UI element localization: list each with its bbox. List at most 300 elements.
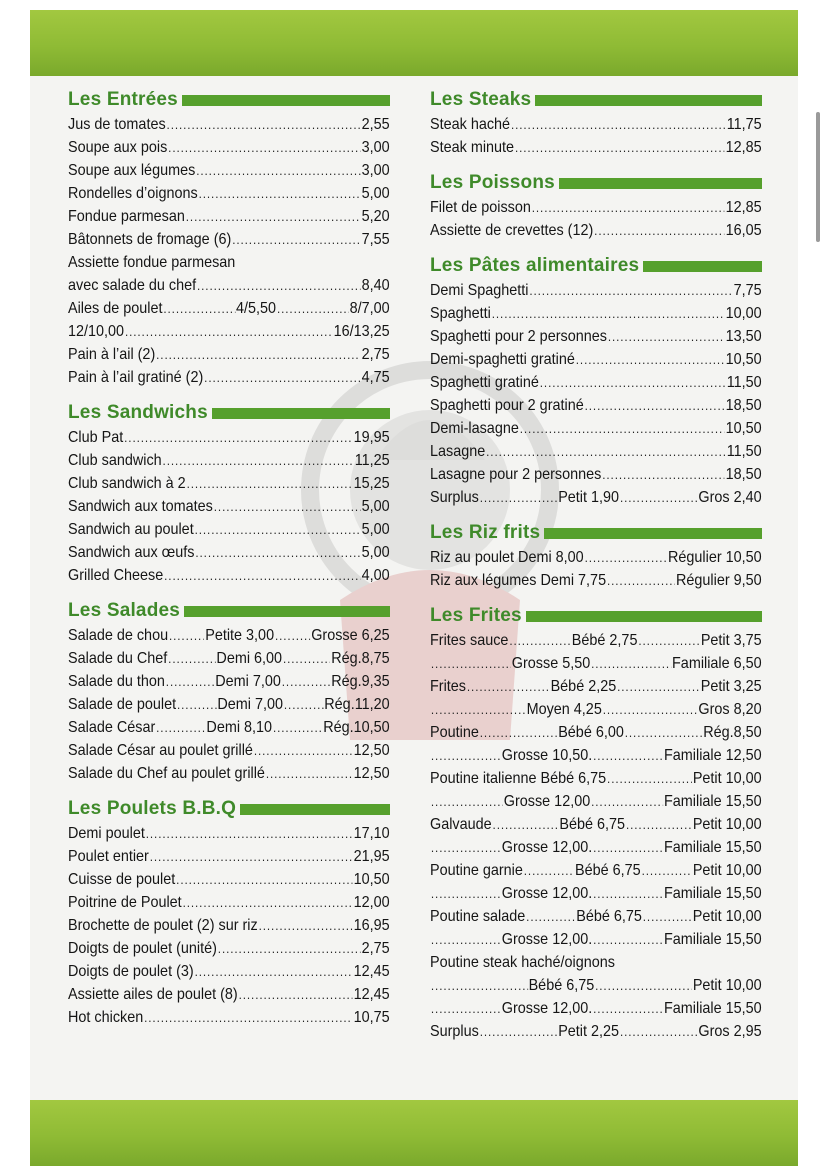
dot-leader (199, 182, 361, 205)
menu-item-name: Spaghetti pour 2 personnes (430, 328, 607, 345)
menu-section (68, 599, 390, 785)
dot-leader (431, 652, 511, 675)
menu-item (68, 845, 390, 868)
menu-item-price: Petit 3,25 (700, 678, 762, 695)
section-title (68, 401, 390, 425)
menu-item-price: 8/7,00 (349, 300, 390, 317)
menu-item-name: Club Pat (68, 429, 124, 446)
menu-item (430, 348, 762, 371)
menu-item-price: Petit 10,00 (692, 770, 762, 787)
menu-item-name: Salade César au poulet grillé (68, 742, 253, 759)
dot-leader (515, 136, 725, 159)
menu-item-name: Riz aux légumes Demi 7,75 (430, 572, 607, 589)
menu-item (68, 518, 390, 541)
menu-item (430, 629, 762, 652)
menu-item-option: 4/5,50 (236, 300, 277, 317)
menu-item-price: Familiale 15,50 (664, 793, 762, 810)
section-title-text: Les Salades (68, 600, 181, 621)
menu-item-option: Bébé 6,00 (558, 724, 624, 741)
menu-item (68, 541, 390, 564)
menu-page (30, 10, 798, 1166)
dot-leader (195, 541, 360, 564)
dot-leader (431, 698, 526, 721)
menu-item-price: 5,00 (361, 498, 390, 515)
menu-item-name: Salade de chou (68, 627, 169, 644)
left-column (68, 88, 390, 1041)
menu-item (68, 624, 390, 647)
menu-item-name: Salade du thon (68, 673, 165, 690)
menu-item-price: 16,95 (353, 917, 390, 934)
menu-item (68, 983, 390, 1006)
menu-item-name: Sandwich aux œufs (68, 544, 195, 561)
dot-leader (593, 744, 663, 767)
section-title-bar (240, 804, 390, 815)
menu-item-price: 4,75 (361, 369, 390, 386)
dot-leader (608, 325, 725, 348)
menu-item-name: Assiette ailes de poulet (8) (68, 986, 238, 1003)
menu-item-price: 15,25 (353, 475, 390, 492)
menu-item-option: Bébé 6,75 (559, 816, 626, 833)
menu-item-price: 12,50 (353, 765, 390, 782)
menu-item-name: Riz au poulet Demi 8,00 (430, 549, 584, 566)
menu-item-option: Grosse 12,00. (501, 885, 593, 902)
dot-leader (431, 882, 501, 905)
menu-item-price: Petit 10,00 (692, 816, 762, 833)
menu-item-price: 12,00 (353, 894, 390, 911)
menu-item (68, 762, 390, 785)
menu-item-option: Bébé 2,75 (571, 632, 638, 649)
dot-leader (526, 905, 575, 928)
menu-item-price: 10,50 (725, 351, 762, 368)
menu-item-price: 19,95 (353, 429, 390, 446)
menu-item-option: Bébé 6,75 (576, 908, 642, 925)
menu-item (68, 670, 390, 693)
menu-item-price: 3,00 (361, 139, 390, 156)
menu-item-option: Bébé 2,25 (550, 678, 617, 695)
dot-leader (183, 891, 353, 914)
dot-leader (163, 449, 354, 472)
menu-item-name: Demi-spaghetti gratiné (430, 351, 575, 368)
menu-item-price: 5,00 (361, 185, 390, 202)
dot-leader (259, 914, 353, 937)
dot-leader (493, 813, 559, 836)
menu-item-price: Familiale 6,50 (672, 655, 762, 672)
section-title (430, 604, 762, 628)
section-title (430, 88, 762, 112)
menu-item (68, 182, 390, 205)
bottom-green-band (30, 1100, 798, 1166)
menu-item-price: Familiale 15,50 (664, 839, 762, 856)
section-title-text: Les Poissons (430, 172, 555, 193)
dot-leader (602, 463, 724, 486)
dot-leader (431, 974, 528, 997)
menu-item-option: Grosse 12,00. (501, 931, 593, 948)
menu-item (68, 822, 390, 845)
menu-item-name: Doigts de poulet (unité) (68, 940, 217, 957)
dot-leader (607, 767, 692, 790)
menu-item-price: 2,55 (361, 116, 390, 133)
menu-item-price: Rég.9,35 (331, 673, 390, 690)
dot-leader (591, 652, 671, 675)
menu-item-price: 5,20 (361, 208, 390, 225)
menu-item (68, 564, 390, 587)
menu-item-price: Familiale 12,50 (664, 747, 762, 764)
dot-leader (509, 629, 571, 652)
menu-item-name: Pain à l’ail gratiné (2) (68, 369, 204, 386)
menu-item-price: 3,00 (361, 162, 390, 179)
menu-item-name: avec salade du chef (68, 277, 197, 294)
menu-item-name: Rondelles d’oignons (68, 185, 198, 202)
dot-leader (166, 670, 215, 693)
menu-item-name: Sandwich au poulet (68, 521, 194, 538)
menu-item-option: Grosse 10,50. (501, 747, 593, 764)
menu-item-name: Salade du Chef au poulet grillé (68, 765, 265, 782)
menu-item-text: Poutine steak haché/oignons (430, 954, 615, 971)
dot-leader (176, 868, 353, 891)
dot-leader (187, 472, 353, 495)
dot-leader (511, 113, 726, 136)
dot-leader (218, 937, 361, 960)
dot-leader (163, 297, 235, 320)
menu-item (68, 739, 390, 762)
menu-item-name: Fondue parmesan (68, 208, 185, 225)
menu-item-name: Bâtonnets de fromage (6) (68, 231, 232, 248)
menu-item (430, 196, 762, 219)
dot-leader (125, 320, 333, 343)
menu-item-name: Galvaude (430, 816, 492, 833)
menu-item (430, 767, 762, 790)
menu-item (430, 136, 762, 159)
menu-item-option: Grosse 12,00. (501, 1000, 593, 1017)
dot-leader (146, 822, 353, 845)
menu-item-price: 5,00 (361, 521, 390, 538)
menu-item (68, 343, 390, 366)
dot-leader (273, 716, 322, 739)
menu-item-price: 13,50 (725, 328, 762, 345)
section-title-bar (182, 95, 390, 106)
menu-item-price: 17,10 (353, 825, 390, 842)
menu-item-price: Petit 10,00 (692, 862, 762, 879)
menu-item-name: Hot chicken (68, 1009, 144, 1026)
menu-item-name: Club sandwich à 2 (68, 475, 186, 492)
menu-item (68, 472, 390, 495)
menu-item (68, 297, 390, 320)
dot-leader (480, 1020, 558, 1043)
menu-item-option: Grosse 12,00 (503, 793, 591, 810)
section-title-bar (184, 606, 390, 617)
menu-item (68, 366, 390, 389)
menu-item-price: Rég.8,75 (331, 650, 390, 667)
menu-item-option: Demi 7,00 (215, 673, 281, 690)
menu-item (430, 394, 762, 417)
menu-section (430, 604, 762, 1043)
menu-item (430, 113, 762, 136)
dot-leader (480, 486, 558, 509)
menu-item-price: Petit 3,75 (700, 632, 762, 649)
menu-item-price: 16,05 (725, 222, 762, 239)
dot-leader (540, 371, 726, 394)
menu-item (430, 569, 762, 592)
menu-section (68, 401, 390, 587)
menu-item (68, 891, 390, 914)
dot-leader (642, 859, 692, 882)
menu-item-price: 10,50 (725, 420, 762, 437)
menu-item-price: Petit 10,00 (692, 908, 762, 925)
dot-leader (431, 928, 501, 951)
menu-item-name: Grilled Cheese (68, 567, 164, 584)
section-title-text: Les Pâtes alimentaires (430, 255, 640, 276)
menu-item (68, 113, 390, 136)
dot-leader (607, 569, 675, 592)
dot-leader (275, 624, 310, 647)
section-title (430, 254, 762, 278)
menu-item (430, 744, 762, 767)
dot-leader (585, 546, 668, 569)
menu-item-price: 12,50 (353, 742, 390, 759)
menu-item (68, 914, 390, 937)
dot-leader (492, 302, 725, 325)
dot-leader (169, 624, 204, 647)
menu-item-name: Poutine salade (430, 908, 526, 925)
menu-item-name: Salade du Chef (68, 650, 168, 667)
menu-item-name: Filet de poisson (430, 199, 531, 216)
menu-item (430, 813, 762, 836)
menu-item-option: Bébé 6,75 (575, 862, 641, 879)
scrollbar-thumb[interactable] (816, 112, 820, 242)
menu-item (430, 1020, 762, 1043)
menu-item (68, 716, 390, 739)
menu-item (430, 951, 762, 974)
section-title-bar (212, 408, 390, 419)
menu-item-text: Assiette fondue parmesan (68, 254, 236, 271)
menu-item (68, 205, 390, 228)
dot-leader (195, 518, 361, 541)
dot-leader (431, 997, 501, 1020)
dot-leader (168, 136, 361, 159)
menu-item-price: Familiale 15,50 (664, 885, 762, 902)
menu-item-price: 8,40 (361, 277, 390, 294)
section-title-text: Les Riz frits (430, 522, 541, 543)
menu-item-name: Salade César (68, 719, 156, 736)
dot-leader (284, 693, 323, 716)
dot-leader (620, 1020, 698, 1043)
dot-leader (625, 721, 703, 744)
menu-item (68, 960, 390, 983)
menu-item-price: 11,75 (726, 116, 762, 133)
section-title-bar (535, 95, 762, 106)
dot-leader (156, 343, 361, 366)
menu-item-option: Demi 7,00 (217, 696, 284, 713)
dot-leader (617, 675, 700, 698)
menu-item-price: Gros 8,20 (698, 701, 762, 718)
menu-item-name: Surplus (430, 1023, 479, 1040)
dot-leader (164, 564, 361, 587)
menu-item-option: Grosse 12,00. (501, 839, 593, 856)
dot-leader (431, 744, 501, 767)
menu-section (68, 88, 390, 389)
section-title-bar (559, 178, 762, 189)
menu-item (430, 698, 762, 721)
menu-item-name: Sandwich aux tomates (68, 498, 213, 515)
dot-leader (576, 348, 725, 371)
dot-leader (593, 997, 663, 1020)
menu-item-price: 4,00 (361, 567, 390, 584)
menu-section (68, 797, 390, 1029)
section-title-bar (544, 528, 762, 539)
menu-item-name: Steak haché (430, 116, 511, 133)
dot-leader (431, 836, 501, 859)
menu-item-name: Poutine garnie (430, 862, 523, 879)
menu-item (68, 228, 390, 251)
dot-leader (254, 739, 353, 762)
menu-item-price: Grosse 6,25 (311, 627, 390, 644)
menu-item-name: 12/10,00 (68, 323, 125, 340)
menu-item-option: Demi 8,10 (206, 719, 273, 736)
section-title (430, 521, 762, 545)
menu-item-option: Bébé 6,75 (528, 977, 595, 994)
dot-leader (480, 721, 558, 744)
menu-item-price: 5,00 (361, 544, 390, 561)
menu-item-price: Petit 10,00 (692, 977, 762, 994)
section-title-bar (526, 611, 762, 622)
dot-leader (232, 228, 361, 251)
menu-item (430, 859, 762, 882)
menu-item (430, 302, 762, 325)
menu-item (430, 836, 762, 859)
menu-item-price: 16/13,25 (333, 323, 390, 340)
dot-leader (214, 495, 361, 518)
menu-item (430, 882, 762, 905)
menu-item (430, 486, 762, 509)
menu-item-price: Régulier 10,50 (667, 549, 762, 566)
dot-leader (585, 394, 725, 417)
menu-item-price: Rég.10,50 (323, 719, 390, 736)
menu-item-option: Petite 3,00 (205, 627, 275, 644)
menu-item-name: Jus de tomates (68, 116, 166, 133)
menu-item-price: 21,95 (353, 848, 390, 865)
dot-leader (431, 790, 503, 813)
menu-item-name: Doigts de poulet (3) (68, 963, 194, 980)
dot-leader (593, 836, 663, 859)
menu-section (430, 88, 762, 159)
menu-item (430, 463, 762, 486)
menu-item-name: Poulet entier (68, 848, 149, 865)
menu-item-name: Lasagne (430, 443, 486, 460)
menu-item-price: Rég.8,50 (703, 724, 762, 741)
dot-leader (277, 297, 349, 320)
menu-item-price: 11,50 (726, 443, 762, 460)
menu-item-price: 12,85 (725, 199, 762, 216)
menu-item-price: 7,55 (361, 231, 390, 248)
menu-item-name: Poutine (430, 724, 479, 741)
menu-item-price: 11,25 (354, 452, 390, 469)
menu-item (68, 426, 390, 449)
top-green-band (30, 10, 798, 76)
section-title (68, 88, 390, 112)
dot-leader (204, 366, 361, 389)
menu-item-price: Gros 2,40 (698, 489, 762, 506)
menu-item-name: Steak minute (430, 139, 515, 156)
menu-item-price: 10,00 (725, 305, 762, 322)
dot-leader (167, 113, 361, 136)
dot-leader (467, 675, 550, 698)
dot-leader (529, 279, 732, 302)
menu-item-name: Poitrine de Poulet (68, 894, 182, 911)
menu-item (430, 417, 762, 440)
section-title-bar (643, 261, 762, 272)
menu-item (68, 868, 390, 891)
menu-item (68, 693, 390, 716)
menu-item-option: Grosse 5,50 (511, 655, 591, 672)
menu-item (430, 905, 762, 928)
section-title (68, 797, 390, 821)
menu-item (430, 371, 762, 394)
menu-item-name: Frites sauce (430, 632, 509, 649)
menu-item (430, 790, 762, 813)
menu-item-price: 12,45 (353, 986, 390, 1003)
dot-leader (591, 790, 663, 813)
menu-item-option: Petit 2,25 (558, 1023, 620, 1040)
dot-leader (603, 698, 698, 721)
section-title (68, 599, 390, 623)
menu-item (68, 449, 390, 472)
menu-item (68, 251, 390, 274)
dot-leader (620, 486, 698, 509)
menu-item-name: Pain à l’ail (2) (68, 346, 156, 363)
menu-item (68, 159, 390, 182)
dot-leader (282, 670, 331, 693)
menu-item (68, 937, 390, 960)
dot-leader (626, 813, 692, 836)
menu-item-name: Assiette de crevettes (12) (430, 222, 594, 239)
menu-item (430, 997, 762, 1020)
menu-item-name: Spaghetti (430, 305, 491, 322)
menu-item (68, 495, 390, 518)
menu-item-price: 2,75 (361, 346, 390, 363)
menu-item (430, 652, 762, 675)
menu-item-name: Cuisse de poulet (68, 871, 176, 888)
menu-item-name: Salade de poulet (68, 696, 177, 713)
dot-leader (177, 693, 216, 716)
dot-leader (150, 845, 353, 868)
menu-item (430, 325, 762, 348)
menu-item-price: 2,75 (361, 940, 390, 957)
dot-leader (266, 762, 353, 785)
menu-item-name: Surplus (430, 489, 479, 506)
menu-item (430, 546, 762, 569)
menu-item (430, 928, 762, 951)
dot-leader (186, 205, 361, 228)
dot-leader (144, 1006, 353, 1029)
menu-item-price: 7,75 (733, 282, 762, 299)
menu-item-name: Poutine italienne Bébé 6,75 (430, 770, 607, 787)
menu-item (430, 440, 762, 463)
menu-item-name: Spaghetti pour 2 gratiné (430, 397, 584, 414)
menu-item-name: Demi-lasagne (430, 420, 519, 437)
menu-item-name: Spaghetti gratiné (430, 374, 539, 391)
dot-leader (593, 928, 663, 951)
right-column (430, 88, 762, 1055)
menu-item-name: Soupe aux légumes (68, 162, 196, 179)
menu-item-option: Petit 1,90 (558, 489, 620, 506)
dot-leader (195, 960, 353, 983)
menu-item-name: Soupe aux pois (68, 139, 168, 156)
menu-section (430, 254, 762, 509)
section-title-text: Les Frites (430, 605, 522, 626)
menu-item-name: Brochette de poulet (2) sur riz (68, 917, 258, 934)
dot-leader (643, 905, 692, 928)
menu-item (430, 279, 762, 302)
